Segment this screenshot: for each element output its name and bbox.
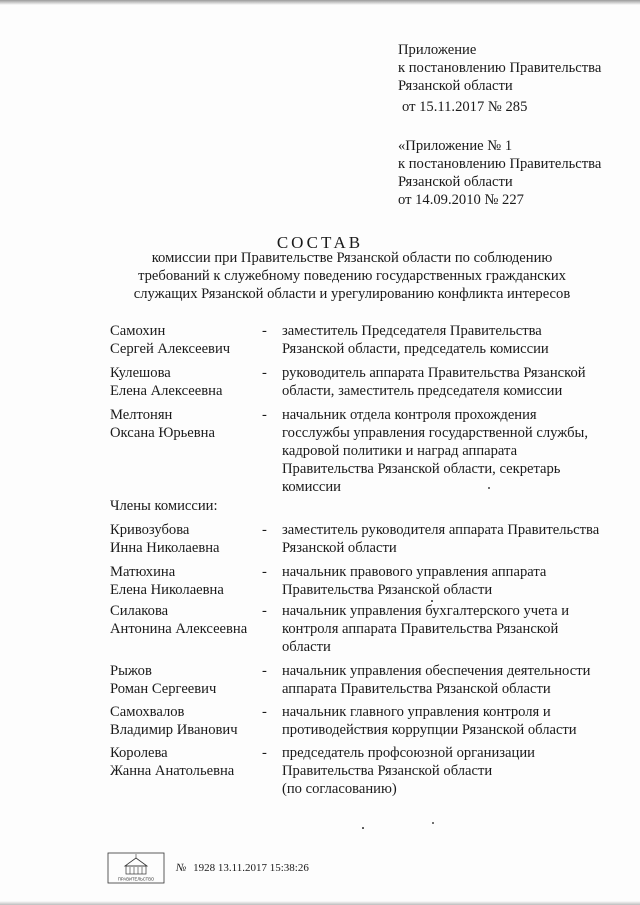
government-building-stamp-icon bbox=[107, 852, 165, 884]
member-role: заместитель Председателя Правительства Рязанской области, председатель комиссии bbox=[282, 323, 549, 357]
dash-separator: - bbox=[262, 564, 267, 580]
member-given-name: Сергей Алексеевич bbox=[110, 341, 231, 357]
member-name bbox=[110, 364, 222, 400]
member-given-name: Владимир Иванович bbox=[110, 722, 238, 738]
stamp-label: ПРАВИТЕЛЬСТВО bbox=[117, 876, 155, 882]
subtitle-line: комиссии при Правительстве Рязанской области по соблюдению bbox=[151, 250, 553, 266]
subtitle-line: требований к служебному поведению государственных гражданских bbox=[138, 268, 566, 284]
subtitle-line: служащих Рязанской области и урегулированию конфликта интересов bbox=[133, 286, 571, 302]
scan-speck bbox=[362, 827, 364, 829]
dash-separator: - bbox=[262, 365, 267, 381]
member-surname: Кривозубова bbox=[110, 522, 190, 538]
member-given-name: Антонина Алексеевна bbox=[110, 621, 248, 637]
member-name bbox=[110, 662, 216, 698]
member-role: начальник управления бухгалтерского учета и контроля аппарата Правительства Рязанской области bbox=[282, 603, 570, 655]
quoted-appendix-line: «Приложение № 1 bbox=[398, 138, 513, 154]
document-title: СОСТАВ bbox=[276, 233, 364, 252]
appendix-line: Рязанской области bbox=[398, 78, 513, 94]
member-role: начальник правового управления аппарата Правительства Рязанской области bbox=[282, 564, 547, 598]
member-surname: Мелтонян bbox=[110, 407, 173, 423]
member-role: начальник главного управления контроля и противодействия коррупции Рязанской области bbox=[282, 704, 577, 738]
member-given-name: Елена Алексеевна bbox=[110, 383, 223, 399]
registration-line bbox=[176, 862, 309, 874]
member-given-name: Инна Николаевна bbox=[110, 540, 220, 556]
member-surname: Силакова bbox=[110, 603, 169, 619]
member-given-name: Роман Сергеевич bbox=[110, 681, 217, 697]
member-role: начальник отдела контроля прохождения госслужбы управления государственной службы, кадровой политики и наград аппарата Правительства Рязанской области, секретарь комиссии bbox=[282, 407, 589, 495]
member-surname: Матюхина bbox=[110, 564, 176, 580]
member-given-name: Жанна Анатольевна bbox=[110, 763, 235, 779]
member-name bbox=[110, 322, 230, 358]
member-role: руководитель аппарата Правительства Рязанской области, заместитель председателя комиссии bbox=[282, 365, 586, 399]
quoted-appendix-line: Рязанской области bbox=[398, 174, 513, 190]
member-role: заместитель руководителя аппарата Правительства Рязанской области bbox=[282, 522, 600, 556]
appendix-date: от 15.11.2017 № 285 bbox=[402, 99, 528, 115]
dash-separator: - bbox=[262, 603, 267, 619]
member-name bbox=[110, 744, 234, 780]
member-name bbox=[110, 703, 238, 739]
member-given-name: Оксана Юрьевна bbox=[110, 425, 215, 441]
member-surname: Самохин bbox=[110, 323, 166, 339]
member-name bbox=[110, 602, 247, 638]
registration-details: 1928 13.11.2017 15:38:26 bbox=[193, 862, 309, 874]
member-role: председатель профсоюзной организации Правительства Рязанской области (по согласованию) bbox=[282, 745, 535, 797]
member-role: начальник управления обеспечения деятельности аппарата Правительства Рязанской области bbox=[282, 663, 591, 697]
member-surname: Королева bbox=[110, 745, 168, 761]
appendix-line: к постановлению Правительства bbox=[398, 60, 602, 76]
dash-separator: - bbox=[262, 522, 267, 538]
appendix-header bbox=[398, 41, 601, 116]
member-surname: Рыжов bbox=[110, 663, 152, 679]
dash-separator: - bbox=[262, 663, 267, 679]
appendix-line: Приложение bbox=[398, 42, 477, 58]
scan-bottom-edge bbox=[0, 901, 640, 905]
scan-top-edge bbox=[0, 0, 640, 5]
dash-separator: - bbox=[262, 323, 267, 339]
member-name bbox=[110, 521, 220, 557]
member-name bbox=[110, 563, 224, 599]
members-heading: Члены комиссии: bbox=[110, 498, 218, 514]
member-given-name: Елена Николаевна bbox=[110, 582, 224, 598]
scan-speck bbox=[432, 822, 434, 824]
quoted-appendix-header bbox=[398, 137, 601, 209]
member-surname: Самохвалов bbox=[110, 704, 185, 720]
scan-speck bbox=[488, 487, 490, 489]
registration-number-sign: № bbox=[176, 862, 187, 874]
quoted-appendix-line: к постановлению Правительства bbox=[398, 156, 602, 172]
dash-separator: - bbox=[262, 407, 267, 423]
member-name bbox=[110, 406, 215, 442]
document-subtitle bbox=[0, 249, 640, 303]
dash-separator: - bbox=[262, 704, 267, 720]
member-surname: Кулешова bbox=[110, 365, 171, 381]
dash-separator: - bbox=[262, 745, 267, 761]
scan-speck bbox=[431, 600, 433, 602]
quoted-appendix-date: от 14.09.2010 № 227 bbox=[398, 192, 524, 208]
